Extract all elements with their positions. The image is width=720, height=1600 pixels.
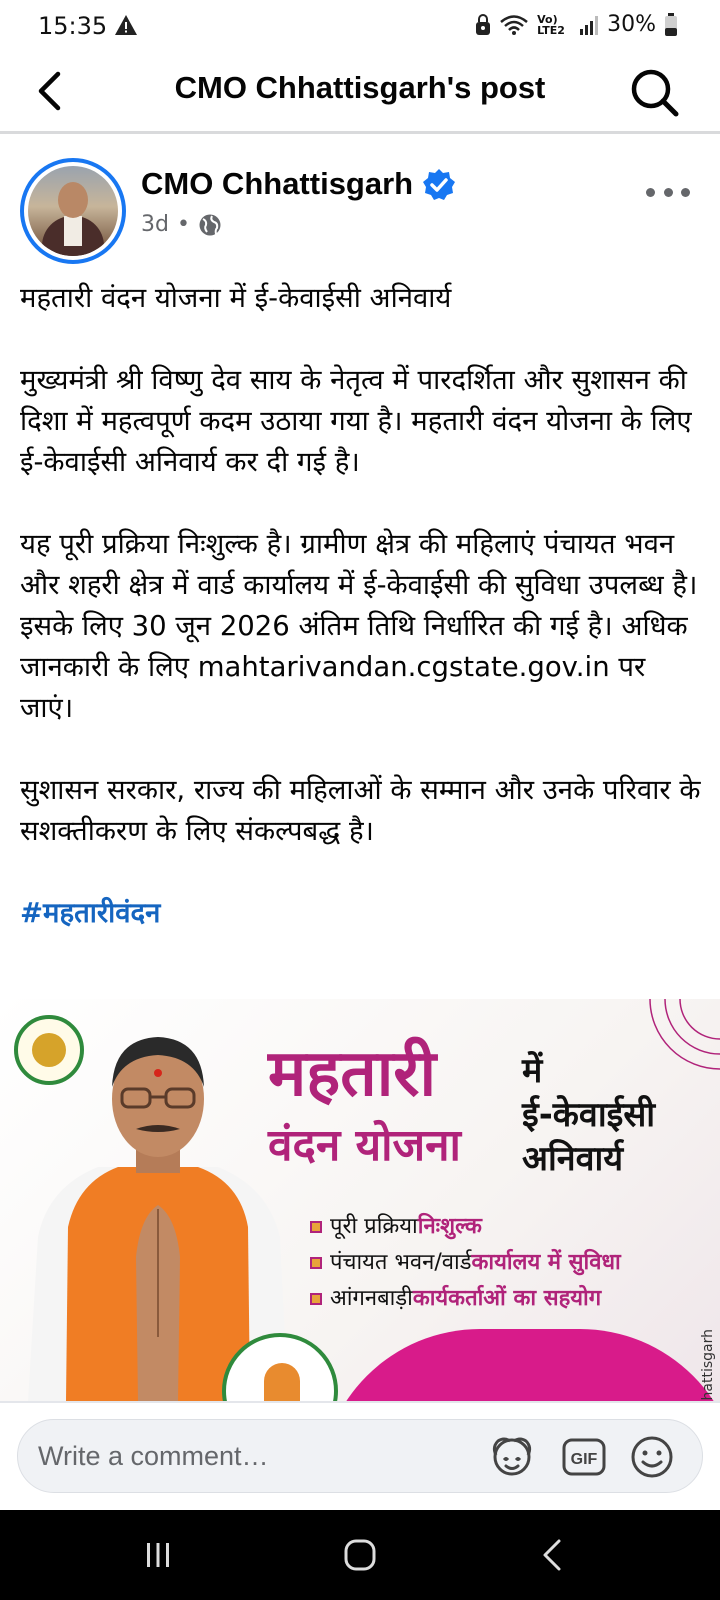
bullet-square-icon (310, 1257, 322, 1269)
more-dot-icon (664, 188, 673, 197)
vpn-lock-icon (475, 14, 491, 36)
post-time[interactable]: 3d (141, 212, 169, 237)
poster-bullet: पंचायत भवन/वार्ड कार्यालय में सुविधा (310, 1245, 621, 1281)
globe-icon (198, 213, 222, 237)
poster-bullet: पूरी प्रक्रिया निःशुल्क (310, 1209, 621, 1245)
post-paragraph: सुशासन सरकार, राज्य की महिलाओं के सम्मान और उनके परिवार के सशक्तीकरण के लिए संकल्पबद्ध है। (20, 774, 701, 847)
comment-box[interactable] (17, 1419, 703, 1493)
network-label: Vo) LTE2 (537, 12, 565, 37)
gif-label: GIF (570, 1451, 598, 1468)
comment-input[interactable] (38, 1434, 468, 1478)
search-icon (630, 68, 680, 118)
search-button[interactable] (628, 66, 682, 120)
post-meta (141, 212, 222, 237)
battery-percent: 30% (607, 12, 656, 37)
home-icon (343, 1538, 377, 1572)
bullet-square-icon (310, 1293, 322, 1305)
poster-headline-2: वंदन योजना (268, 1120, 461, 1171)
post-text (20, 278, 706, 975)
post-paragraph: मुख्यमंत्री श्री विष्णु देव साय के नेतृत्व में पारदर्शिता और सुशासन की दिशा में महत्वपूर्ण कदम उठाया गया है। महतारी वंदन योजना के लिए ई-केवाईसी अनिवार्य कर दी गई है। (20, 364, 692, 478)
avatar-photo (28, 166, 118, 256)
poster-credit: hattisgarh (700, 1329, 716, 1401)
post-image[interactable] (0, 999, 720, 1401)
poster-pink-band (320, 1329, 720, 1401)
poster-headline: महतारी (268, 1037, 437, 1111)
poster-side-text (522, 1049, 655, 1181)
gif-icon[interactable] (560, 1433, 608, 1481)
avatar-sticker-icon[interactable] (488, 1433, 536, 1481)
bullet-square-icon (310, 1221, 322, 1233)
emoji-icon[interactable] (628, 1433, 676, 1481)
author-name[interactable]: CMO Chhattisgarh (141, 166, 414, 201)
poster-side-line: में (522, 1051, 543, 1091)
system-nav-bar (0, 1510, 720, 1600)
app-header (0, 52, 720, 134)
post-paragraph: यह पूरी प्रक्रिया निःशुल्क है। ग्रामीण क्षेत्र की महिलाएं पंचायत भवन और शहरी क्षेत्र में वार्ड कार्यालय में ई-केवाईसी की सुविधा उपलब्ध है। इसके लिए 30 जून 2026 अंतिम तिथि निर्धारित की गई है। अधिक जानकारी के लिए mahtarivandan.cgstate.gov.in पर जाएं। (20, 528, 698, 724)
back-arrow-icon (540, 1538, 564, 1572)
recent-apps-button[interactable] (138, 1535, 178, 1575)
status-time: 15:35 (38, 12, 108, 40)
verified-badge-icon (422, 168, 456, 202)
recent-apps-icon (143, 1540, 173, 1570)
avatar[interactable] (20, 158, 126, 264)
status-icons (475, 12, 678, 37)
more-options-button[interactable] (646, 180, 690, 204)
signal-icon (579, 14, 599, 36)
poster-bullets (310, 1209, 621, 1317)
status-bar (0, 0, 720, 52)
poster-side-line: अनिवार्य (522, 1139, 624, 1179)
post-header (0, 150, 720, 260)
poster-bullet: आंगनबाड़ी कार्यकर्ताओं का सहयोग (310, 1281, 621, 1317)
post-heading: महतारी वंदन योजना में ई-केवाईसी अनिवार्य (20, 282, 452, 314)
hashtag-link[interactable]: #महतारीवंदन (20, 897, 161, 929)
poster-side-line: ई-केवाईसी (522, 1095, 656, 1135)
warning-icon (114, 14, 138, 36)
battery-icon (664, 13, 678, 37)
more-dot-icon (681, 188, 690, 197)
comment-bar (0, 1401, 720, 1510)
meta-separator: • (176, 212, 190, 237)
more-dot-icon (646, 188, 655, 197)
page-title: CMO Chhattisgarh's post (174, 70, 546, 105)
system-back-button[interactable] (532, 1535, 572, 1575)
home-button[interactable] (340, 1535, 380, 1575)
wifi-icon (499, 14, 529, 36)
